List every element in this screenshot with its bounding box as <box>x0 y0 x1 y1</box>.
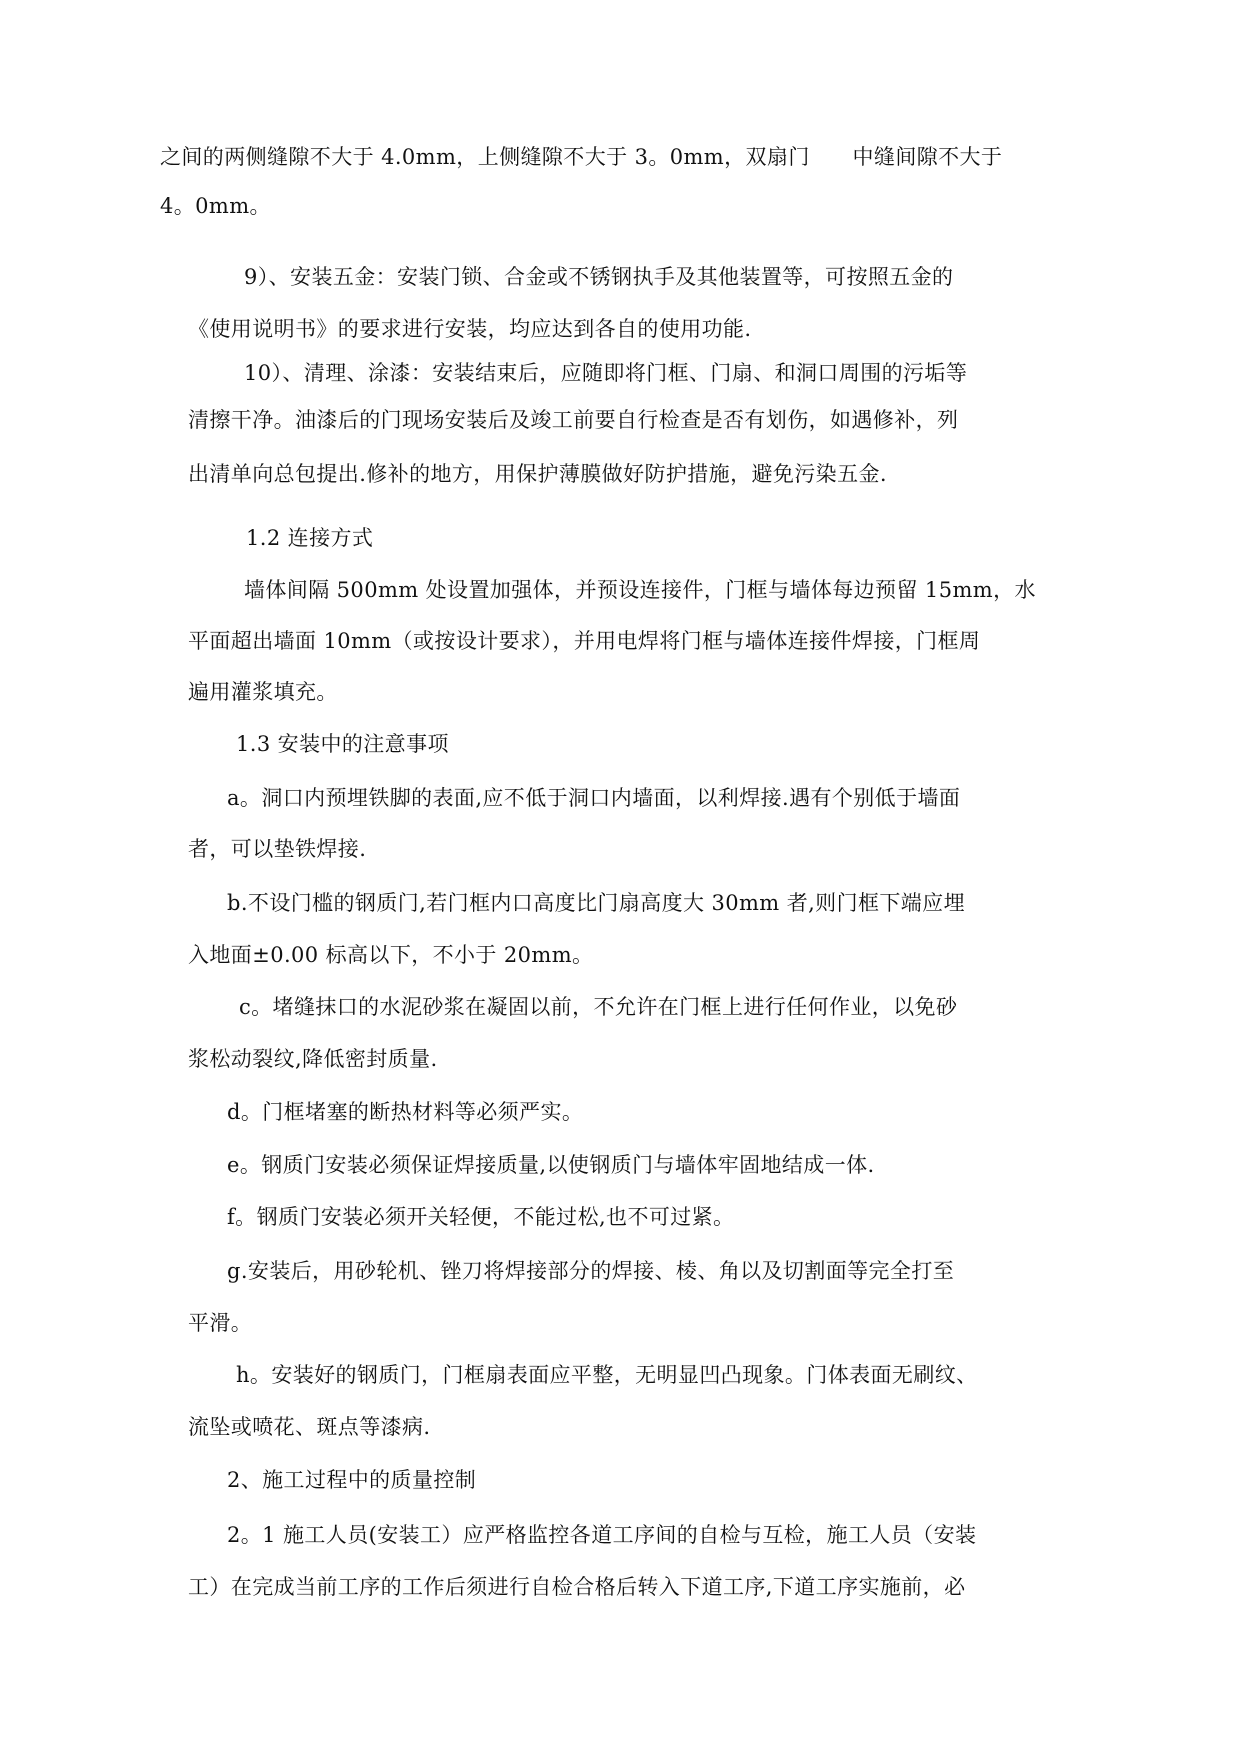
text-line: 遍用灌浆填充。 <box>188 680 338 704</box>
text-line: g.安装后，用砂轮机、锉刀将焊接部分的焊接、棱、角以及切割面等完全打至 <box>227 1259 955 1283</box>
text-line: 浆松动裂纹,降低密封质量. <box>188 1047 438 1071</box>
text-line: 平滑。 <box>188 1311 253 1335</box>
section-heading: 1.2 连接方式 <box>246 526 374 550</box>
section-heading: 2、施工过程中的质量控制 <box>227 1468 477 1492</box>
text-line: a。洞口内预埋铁脚的表面,应不低于洞口内墙面，以利焊接.遇有个别低于墙面 <box>227 786 961 810</box>
text-line: 入地面±0.00 标高以下，不小于 20mm。 <box>188 943 594 967</box>
section-heading: 1.3 安装中的注意事项 <box>236 732 449 756</box>
text-line: 《使用说明书》的要求进行安装，均应达到各自的使用功能. <box>188 317 752 341</box>
text-line: 者，可以垫铁焊接. <box>188 837 367 861</box>
text-line: e。钢质门安装必须保证焊接质量,以使钢质门与墙体牢固地结成一体. <box>227 1153 875 1177</box>
text-line: b.不设门槛的钢质门,若门框内口高度比门扇高度大 30mm 者,则门框下端应埋 <box>227 891 965 915</box>
text-line: 之间的两侧缝隙不大于 4.0mm，上侧缝隙不大于 3。0mm，双扇门 中缝间隙不大于 <box>160 145 1003 169</box>
text-line: d。门框堵塞的断热材料等必须严实。 <box>227 1100 584 1124</box>
text-line: 2。1 施工人员(安装工）应严格监控各道工序间的自检与互检，施工人员（安装 <box>227 1523 977 1547</box>
text-line: 4。0mm。 <box>160 194 271 218</box>
text-line: 清擦干净。油漆后的门现场安装后及竣工前要自行检查是否有划伤，如遇修补，列 <box>188 408 959 432</box>
text-line: 墙体间隔 500mm 处设置加强体，并预设连接件，门框与墙体每边预留 15mm，水 <box>244 578 1036 602</box>
text-line: h。安装好的钢质门，门框扇表面应平整，无明显凹凸现象。门体表面无刷纹、 <box>236 1363 978 1387</box>
text-line: 出清单向总包提出.修补的地方，用保护薄膜做好防护措施，避免污染五金. <box>188 462 887 486</box>
text-line: c。堵缝抹口的水泥砂浆在凝固以前，不允许在门框上进行任何作业，以免砂 <box>239 995 958 1019</box>
text-line: 9）、安装五金：安装门锁、合金或不锈钢执手及其他装置等，可按照五金的 <box>244 265 954 289</box>
text-line: 流坠或喷花、斑点等漆病. <box>188 1415 431 1439</box>
text-line: 平面超出墙面 10mm（或按设计要求），并用电焊将门框与墙体连接件焊接，门框周 <box>188 629 981 653</box>
text-line: 工）在完成当前工序的工作后须进行自检合格后转入下道工序,下道工序实施前，必 <box>188 1575 966 1599</box>
text-line: 10）、清理、涂漆：安装结束后，应随即将门框、门扇、和洞口周围的污垢等 <box>244 361 968 385</box>
text-line: f。钢质门安装必须开关轻便，不能过松,也不可过紧。 <box>227 1205 735 1229</box>
